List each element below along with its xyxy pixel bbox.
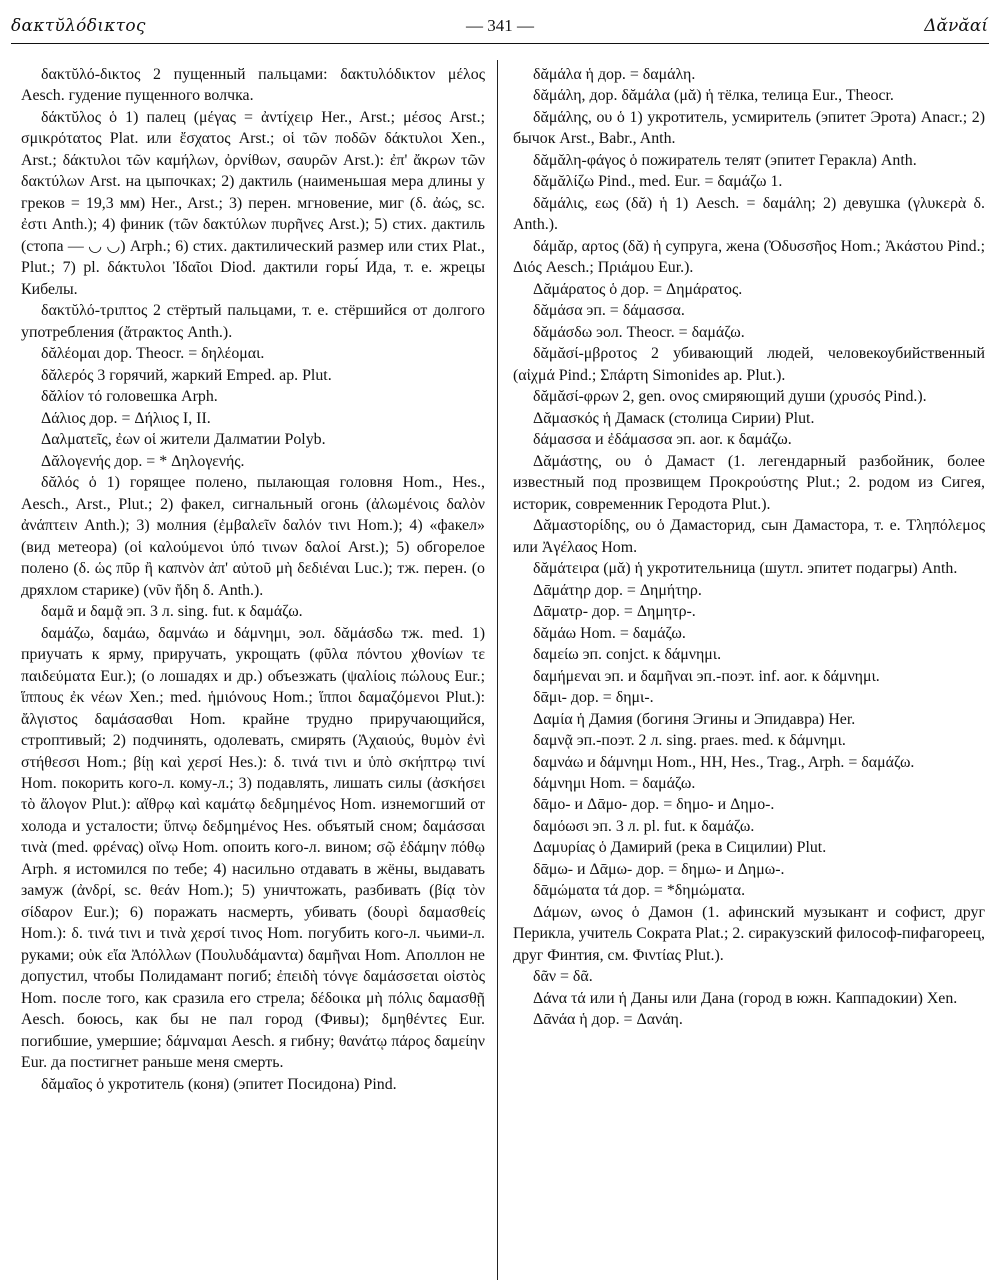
dictionary-entry: δᾱμώματα τά дор. = *δημώματα. (533, 882, 746, 900)
dictionary-entry: δαμήμεναι эп. и δαμῆναι эп.-поэт. inf. aor. к δάμνημι. (533, 667, 880, 685)
dictionary-entry: Δάμων, ωνος ὁ Дамон (1. афинский музыкант и софист, друг Перикла, учитель Сократа Plat.; 2. сиракузский философ-пифагореец, друг Финтия, см. Φιντίας Plut.). (513, 903, 985, 964)
dictionary-entry: δᾰλός ὁ 1) горящее полено, пылающая головня Hom., Hes., Aesch., Arst., Plut.; 2) факел, сигнальный огонь (ἀλωμένοις δαλὸν ἀνάπτειν Anth.); 3) молния (ἐμβαλεῖν δαλόν τινι Hom.); 4) «факел» (вид метеора) (οἱ καλούμενοι ὑπό τινων δαλοί Arst.); 5) обгорелое полено (δ. ὡς πῦρ ἢ καπνὸν ἀπ' αὐτοῦ μὴ δεδιέναι Luc.); тж. перен. (о дряхлом старике) (νῦν ἤδη δ. Anth.). (21, 474, 485, 599)
dictionary-entry: δαμείω эп. conjct. к δάμνημι. (533, 646, 722, 664)
dictionary-entry: δᾰμᾰλίζω Pind., med. Eur. = δαμάζω 1. (533, 173, 783, 191)
right-column (513, 64, 985, 1031)
header-rule (11, 43, 989, 44)
dictionary-entry: δᾰμάω Hom. = δαμάζω. (533, 624, 686, 642)
dictionary-entry: δᾰλίον τό головешка Arph. (41, 388, 218, 406)
dictionary-entry: δᾱμω- и Δᾱμω- дор. = δημω- и Δημω-. (533, 860, 785, 878)
running-head-right: Δᾰνᾰαί (924, 16, 988, 36)
dictionary-entry: δᾰμαῖος ὁ укротитель (коня) (эпитет Посидона) Pind. (41, 1075, 397, 1093)
dictionary-entry: Δάνα τά или ἡ Даны или Дана (город в южн. Каппадокии) Xen. (533, 989, 958, 1007)
dictionary-entry: Δᾱματρ- дор. = Δημητρ-. (533, 603, 696, 621)
dictionary-entry: δᾰμᾰσί-φρων 2, gen. ονος смиряющий души (χρυσός Pind.). (533, 388, 927, 406)
dictionary-entry: δᾰμᾰλη-φάγος ὁ пожиратель телят (эпитет Геракла) Anth. (533, 151, 917, 169)
dictionary-entry: Δᾱμάτηρ дор. = Δημήτηρ. (533, 581, 702, 599)
dictionary-entry: δᾰμάλα ἡ дор. = δαμάλη. (533, 66, 696, 83)
dictionary-entry: Δᾱνάα ἡ дор. = Δανάη. (533, 1011, 683, 1029)
dictionary-entry: Δαμία ἡ Дамия (богиня Эгины и Эпидавра) Her. (533, 710, 856, 728)
dictionary-entry: δᾱμο- и Δᾱμο- дор. = δημο- и Δημο-. (533, 796, 775, 814)
dictionary-entry: δᾶν = δᾶ. (533, 968, 593, 986)
dictionary-entry: δᾰμάλης, ου ὁ 1) укротитель, усмиритель (эпитет Эрота) Anacr.; 2) бычок Arst., Babr., Anth. (513, 108, 985, 148)
dictionary-entry: Δᾰμαστορίδης, ου ὁ Дамасторид, сын Дамастора, т. е. Τληπόλεμος или Ἀγέλαος Hom. (513, 517, 985, 556)
dictionary-entry: δᾰμάλη, дор. δᾰμάλα (μᾰ) ἡ тёлка, телица Eur., Theocr. (533, 87, 894, 105)
dictionary-entry: δάμασσα и ἐδάμασσα эп. aor. к δαμάζω. (533, 431, 792, 449)
dictionary-entry: δᾰμάτειρα (μᾰ) ἡ укротительница (шутл. эпитет подагры) Anth. (533, 560, 958, 578)
dictionary-entry: δάκτῠλος ὁ 1) палец (μέγας = ἀντίχειρ Her., Arst.; μέσος Arst.; σμικρότατος Plat. или ἔσχατος Arst.; οἱ τῶν ποδῶν δάκτυλοι Xen., Arst.; δάκτυλοι τῶν καμήλων, ὀρνίθων, σαυρῶν Arst.): ἐπ' ἄκρων τῶν δακτύλων Arst. на цыпочках; 2) дактиль (наименьшая мера длины у греков = 19,3 мм) Her., Arst.; 3) перен. мгновение, миг (δ. ἀώς, sc. ἐστι Anth.); 4) финик (τῶν δακτύλων πυρῆνες Arst.); 5) стих. дактиль (стопа — ◡ ◡) Arph.; 6) стих. дактилический размер или стих Plat., Plut.; 7) pl. δάκτυλοι Ἰδαῖοι Diod. дактили горы́ Ида, т. е. жрецы Кибелы. (21, 108, 485, 298)
dictionary-entry: δαμνᾷ эп.-поэт. 2 л. sing. praes. med. к δάμνημι. (533, 732, 846, 750)
running-head-left: δακτῠλόδικτος (11, 16, 146, 36)
dictionary-entry: δᾱμι- дор. = δημι-. (533, 689, 654, 707)
dictionary-entry: δᾰλέομαι дор. Theocr. = δηλέομαι. (41, 345, 265, 363)
page-number: — 341 — (466, 16, 534, 35)
dictionary-entry: Δᾰμάστης, ου ὁ Дамаст (1. легендарный разбойник, более известный под прозвищем Προκρούστης Plut.; 2. родом из Сигея, историк, современник Геродота Plut.). (513, 452, 985, 513)
dictionary-entry: Δαλματεῖς, ἐων οἱ жители Далматии Polyb. (41, 431, 326, 449)
left-column (21, 64, 485, 1095)
dictionary-entry: δαμάζω, δαμάω, δαμνάω и δάμνημι, эол. δᾰμάσδω тж. med. 1) приучать к ярму, приручать, укрощать (φῦλα πόντου χθονίων τε παιδεύματα Eur.); (о лошадях и др.) объезжать (ψαλίοις πώλους Eur.; ἵππους ἐκ νέων Xen.; med. ἡμιόνους Hom.; ἵπποι δαμαζόμενοι Plut.): ἄλγιστος δαμάσασθαι Hom. крайне трудно приручающийся, строптивый; 2) подчинять, одолевать, смирять (Ἀχαιούς, θυμὸν ἐνὶ στήθεσσι Hom.; βίῃ καὶ χερσί Hes.): δ. τινά τινι и ὑπὸ σκήπτρῳ τινί Hom. покорить кого-л. кому-л.; 3) подавлять, лишать силы (ἀσκήσει τὸ ἄλογον Plut.): αἴθρῳ καὶ καμάτῳ δεδμημένος Hom. изнемогший от холода и усталости; ὕπνῳ δεδμημένος Hes. объятый сном; δαμάσσαι τινὰ (med. φρένας) οἴνῳ Hom. опоить кого-л. вином; σῷ ἐδάμην πόθῳ Arph. я истомился по тебе; 4) насильно отдавать в жёны, выдавать замуж (ἀνδρί, sc. θεάν Hom.); 5) уничтожать, разбивать (βίᾳ τὸν σίδαρον Eur.); 6) поражать насмерть, убивать (δουρὶ δαμασθείς Hom.): δ. τινά τινι и τινὰ χερσί τινος Hom. погубить кого-л. чьими-л. руками; οὐκ εἴα Ἀπόλλων (Πουλυδάμαντα) δαμῆναι Hom. Аполлон не допустил, чтобы Полидамант погиб; ἐπειδὴ τόνγε δαμάσσεται οἰστὸς Hom. после того, как сразила его стрела; δέδοικα μὴ πόλις δαμασθῇ Aesch. боюсь, как бы не пал город (Фивы); δμηθέντες Eur. погибшие, умершие; δάμναμαι Aesch. я гибну; θανάτῳ πάρος δαμείην Eur. да постигнет раньше меня смерть. (21, 624, 485, 1072)
dictionary-entry: δᾰμᾰσί-μβροτος 2 убивающий людей, человекоубийственный (αἰχμά Pind.; Σπάρτη Simonides ap. Plut.). (513, 345, 985, 384)
dictionary-entry: δᾰλερός 3 горячий, жаркий Emped. ap. Plut. (41, 366, 332, 384)
dictionary-entry: Δᾰμασκός ἡ Дамаск (столица Сирии) Plut. (533, 409, 815, 427)
column-divider (497, 60, 498, 1280)
dictionary-entry: δαμνάω и δάμνημι Hom., HH, Hes., Trag., Arph. = δαμάζω. (533, 753, 915, 771)
dictionary-entry: δακτῠλό-τριπτος 2 стёртый пальцами, т. е. стёршийся от долгого употребления (ἄτρακτος Anth.). (21, 302, 485, 341)
dictionary-entry: δαμόωσι эп. 3 л. pl. fut. к δαμάζω. (533, 817, 755, 835)
dictionary-entry: Δᾰμάρατος ὁ дор. = Δημάρατος. (533, 280, 743, 298)
dictionary-entry: δακτῠλό-δικτος 2 пущенный пальцами: δακτυλόδικτον μέλος Aesch. гудение пущенного волчка. (21, 66, 485, 105)
dictionary-entry: δάμᾰρ, αρτος (δᾰ) ἡ супруга, жена (Ὀδυσσῆος Hom.; Ἀκάστου Pind.; Διός Aesch.; Πριάμου Eur.). (513, 237, 985, 277)
dictionary-entry: Δάλιος дор. = Δήλιος I, II. (41, 409, 211, 427)
dictionary-entry: δᾰμάλις, εως (δᾰ) ἡ 1) Aesch. = δαμάλη; 2) девушка (γλυκερὰ δ. Anth.). (513, 194, 985, 234)
dictionary-entry: Δαμυρίας ὁ Дамирий (река в Сицилии) Plut. (533, 839, 827, 857)
dictionary-entry: δάμνημι Hom. = δαμάζω. (533, 774, 696, 792)
dictionary-entry: Δᾰλογενής дор. = * Δηλογενής. (41, 452, 245, 470)
dictionary-entry: δᾰμάσδω эол. Theocr. = δαμάζω. (533, 323, 745, 341)
dictionary-entry: δᾰμάσα эп. = δάμασσα. (533, 302, 685, 320)
dictionary-entry: δαμᾶ и δαμᾷ эп. 3 л. sing. fut. к δαμάζω. (41, 603, 303, 621)
